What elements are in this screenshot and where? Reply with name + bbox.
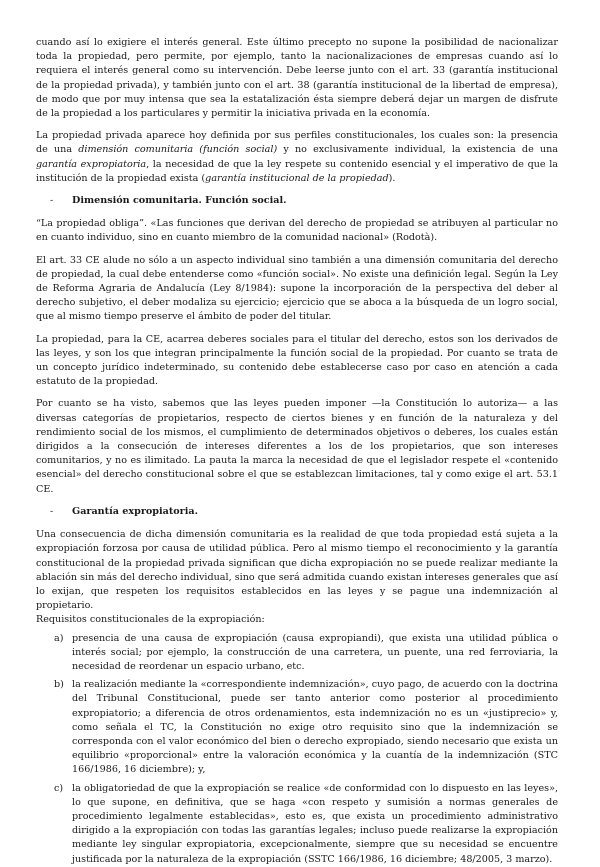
list-marker: a) (54, 632, 64, 644)
text-span: , la necesidad de que la ley respete su contenido esencial y el imperativo de que la institución de la propiedad exista ( (36, 158, 558, 184)
list-item-text: la obligatoriedad de que la expropiación se realice «de conformidad con lo dispuesto en las leyes», lo que supone, en definitiva, que se haga «con respeto y sumisión a normas generales de procedimiento legalmente establecidas», esto es, que exista un procedimiento administrativo dirigido a la expropiación con todas las garantías legales; incluso puede realizarse la expropiación mediante ley singular expropiatoria, excepcionalmente, siempre que su necesidad se encuentre justificada por la naturaleza de la expropiación (SSTC 166/1986, 16 diciembre; 48/2005, 3 marzo). (72, 782, 558, 865)
section-title: Garantía expropiatoria. (72, 505, 198, 517)
list-item (36, 782, 558, 867)
text-span: La propiedad privada aparece hoy definida por sus perfiles constitucionales, los cuales son: la presencia de una (36, 130, 558, 156)
list-marker: c) (54, 782, 64, 794)
section-heading-social-function (36, 194, 558, 208)
paragraph-art-33: El art. 33 CE alude no sólo a un aspecto individual sino también a una dimensión comunitaria del derecho de propiedad, la cual debe entenderse como «función social». No existe una definición legal. Según la Ley de Reforma Agraria de Andalucía (Ley 8/1984): supone la incorporación de la perspectiva del deber al derecho subjetivo, el deber modaliza su ejercicio; ejercicio que se aboca a la búsqueda de un logro social, que al mismo tiempo preserve el ámbito de poder del titular. (36, 254, 558, 323)
paragraph-constitutional-profiles (36, 129, 558, 186)
list-item-text: presencia de una causa de expropiación (causa expropiandi), que exista una utilidad pública o interés social; por ejemplo, la construcción de una carretera, un puente, una red ferroviaria, la necesidad de reordenar un espacio urbano, etc. (72, 632, 558, 672)
list-marker: b) (54, 679, 64, 691)
list-item (36, 632, 558, 675)
emphasis-institutional-guarantee: garantía institucional de la propiedad (205, 172, 389, 184)
paragraph-expropriation: Una consecuencia de dicha dimensión comunitaria es la realidad de que toda propiedad está sujeta a la expropiación forzosa por causa de utilidad pública. Pero al mismo tiempo el reconocimiento y la garantía constitucional de la propiedad privada significan que dicha expropiación no se puede realizar mediante la ablación sin más del derecho individual, sino que será admitida cuando existan intereses generales que así lo exijan, que respeten los requisitos establecidos en las leyes y se pague una indemnización al propietario. (36, 529, 558, 612)
bullet-dash: - (50, 195, 54, 207)
list-item (36, 678, 558, 777)
bullet-dash: - (50, 505, 54, 517)
requirements-list (36, 632, 558, 867)
text-span: y no exclusivamente individual, la existencia de una (277, 144, 558, 156)
emphasis-expropriation-guarantee: garantía expropiatoria (36, 158, 147, 170)
section-title: Dimensión comunitaria. Función social. (72, 195, 287, 207)
emphasis-community-dimension: dimensión comunitaria (función social) (78, 144, 278, 156)
paragraph-social-duties: La propiedad, para la CE, acarrea deberes sociales para el titular del derecho, estos son los derivados de las leyes, y son los que integran principalmente la función social de la propiedad. Por cuanto se trata de un concepto jurídico indeterminado, su contenido debe establecerse caso por caso en atención a cada estatuto de la propiedad. (36, 333, 558, 388)
list-item-text: la realización mediante la «correspondiente indemnización», cuyo pago, de acuerdo con la doctrina del Tribunal Constitucional, puede ser tanto anterior como posterior al procedimiento expropiatorio; a diferencia de otros ordenamientos, esta indemnización no es un «justiprecio» y, como señala el TC, la Constitución no exige otro requisito sino que la indemnización se corresponda con el valor económico del bien o derecho expropiado, siendo necesario que exista un equilibrio «proporcional» entre la valoración económica y la cuantía de la indemnización (STC 166/1986, 16 diciembre); y, (72, 679, 558, 776)
section-heading-expropriation (36, 505, 558, 519)
paragraph-quote-rodota: “La propiedad obliga”. «Las funciones que derivan del derecho de propiedad se atribuyen al particular no en cuanto individuo, sino en cuanto miembro de la comunidad nacional» (Rodotà). (36, 218, 558, 244)
text-span: ). (388, 172, 396, 184)
paragraph-nationalization: cuando así lo exigiere el interés general. Este último precepto no supone la posibilidad de nacionalizar toda la propiedad, pero permite, por ejemplo, tanto la nacionalizaciones de empresas cuando así lo requiera el interés general como su intervención. Debe leerse junto con el art. 33 (garantía institucional de la propiedad privada), y también junto con el art. 38 (garantía institucional de la libertad de empresa), de modo que por muy intensa que sea la estatalización ésta siempre deberá dejar un margen de disfrute de la propiedad a los particulares y permitir la iniciativa privada en la economía. (36, 37, 558, 120)
paragraph-legal-limits: Por cuanto se ha visto, sabemos que las leyes pueden imponer —la Constitución lo autoriza— a las diversas categorías de propietarios, respecto de ciertos bienes y en función de la naturaleza y del rendimiento social de los mismos, el cumplimiento de determinados objetivos o deberes, los cuales están dirigidos a la consecución de intereses diferentes a los de los propietarios, que son intereses comunitarios, y no es ilimitado. La pauta la marca la necesidad de que el legislador respete el «contenido esencial» del derecho constitucional sobre el que se establezcan limitaciones, tal y como exige el art. 53.1 CE. (36, 398, 558, 495)
requirements-intro: Requisitos constitucionales de la expropiación: (36, 614, 265, 626)
